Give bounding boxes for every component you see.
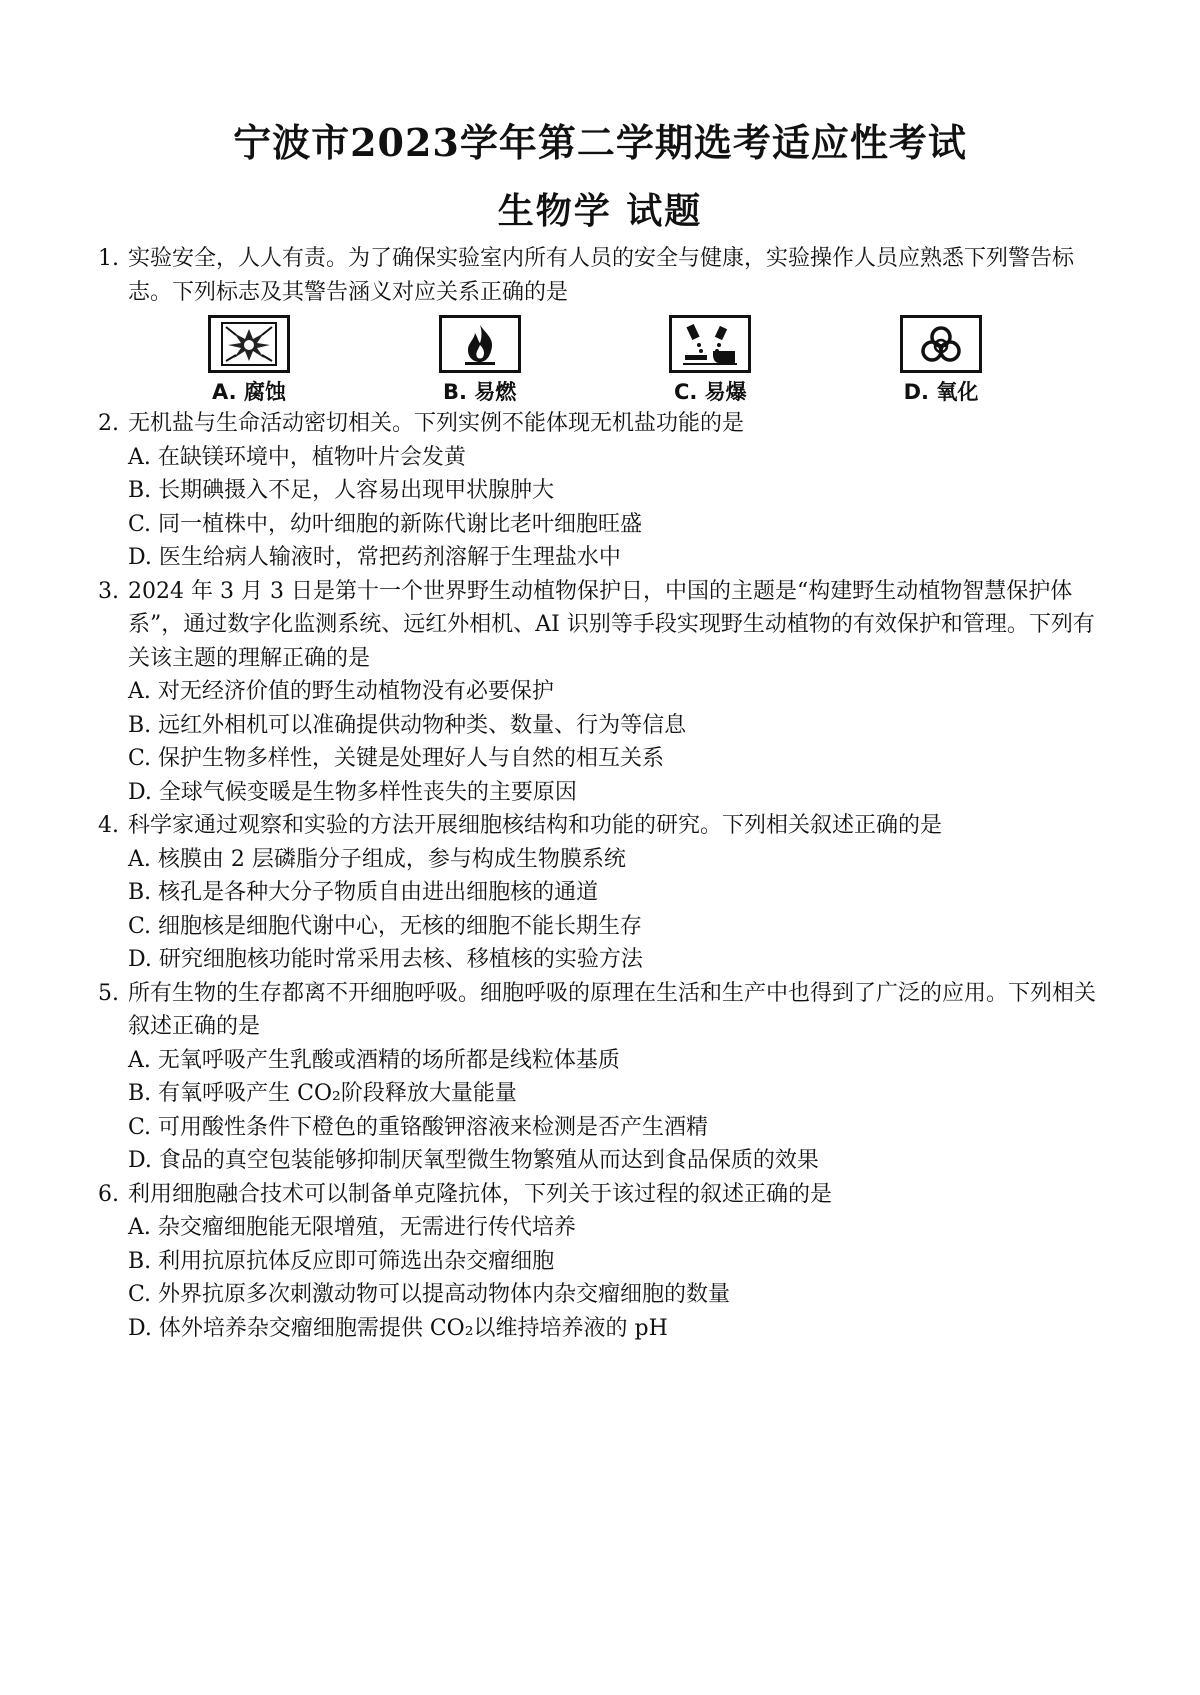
option-a: A. 在缺镁环境中，植物叶片会发黄 — [128, 444, 466, 470]
sign-option-a — [194, 315, 304, 405]
option-d: D. 食品的真空包装能够抑制厌氧型微生物繁殖从而达到食品保质的效果 — [128, 1148, 819, 1173]
question-2 — [98, 407, 1108, 575]
question-number: 1. — [98, 246, 119, 271]
question-list — [98, 242, 1108, 1345]
exam-title: 宁波市2023学年第二学期选考适应性考试 — [233, 120, 967, 165]
question-number: 5. — [98, 980, 119, 1006]
option-c: C. 外界抗原多次刺激动物可以提高动物体内杂交瘤细胞的数量 — [128, 1282, 731, 1307]
sign-option-d — [886, 315, 996, 405]
question-5 — [98, 977, 1108, 1178]
option-b: B. 长期碘摄入不足，人容易出现甲状腺肿大 — [128, 478, 555, 503]
question-number: 4. — [98, 813, 119, 838]
question-stem: 所有生物的生存都离不开细胞呼吸。细胞呼吸的原理在生活和生产中也得到了广泛的应用。下列相关叙述正确的是 — [128, 980, 1097, 1039]
option-d: D. 研究细胞核功能时常采用去核、移植核的实验方法 — [128, 947, 643, 972]
option-b: B. 核孔是各种大分子物质自由进出细胞核的通道 — [128, 880, 599, 905]
question-1 — [98, 242, 1108, 405]
biohazard-sign-icon — [900, 315, 982, 373]
option-c: C. 细胞核是细胞代谢中心，无核的细胞不能长期生存 — [128, 913, 643, 939]
option-a: A. 核膜由 2 层磷脂分子组成，参与构成生物膜系统 — [128, 846, 626, 872]
warning-signs — [194, 315, 996, 405]
explosion-sign-icon — [208, 315, 290, 373]
question-number: 6. — [98, 1181, 119, 1207]
question-6 — [98, 1178, 1108, 1346]
sign-option-c — [655, 315, 765, 405]
flame-sign-icon — [439, 315, 521, 373]
question-stem: 2024 年 3 月 3 日是第十一个世界野生动植物保护日，中国的主题是“构建野生动植物智慧保护体系”，通过数字化监测系统、远红外相机、AI 识别等手段实现野生动植物的有效保护和管理。下列有关该主题的理解正确的是 — [128, 578, 1095, 671]
option-b: B. 利用抗原抗体反应即可筛选出杂交瘤细胞 — [128, 1248, 555, 1274]
question-stem: 实验安全，人人有责。为了确保实验室内所有人员的安全与健康，实验操作人员应熟悉下列警告标志。下列标志及其警告涵义对应关系正确的是 — [128, 246, 1075, 305]
sign-label: D. 氧化 — [903, 380, 979, 404]
exam-subtitle: 生物学 试题 — [497, 190, 703, 232]
sign-label: A. 腐蚀 — [212, 380, 286, 404]
question-stem: 利用细胞融合技术可以制备单克隆抗体，下列关于该过程的叙述正确的是 — [128, 1181, 833, 1207]
option-b: B. 远红外相机可以准确提供动物种类、数量、行为等信息 — [128, 712, 687, 738]
option-a: A. 杂交瘤细胞能无限增殖，无需进行传代培养 — [128, 1215, 576, 1240]
option-c: C. 保护生物多样性，关键是处理好人与自然的相互关系 — [128, 746, 665, 771]
option-c: C. 可用酸性条件下橙色的重铬酸钾溶液来检测是否产生酒精 — [128, 1114, 709, 1140]
question-stem: 科学家通过观察和实验的方法开展细胞核结构和功能的研究。下列相关叙述正确的是 — [128, 813, 943, 838]
question-stem: 无机盐与生命活动密切相关。下列实例不能体现无机盐功能的是 — [128, 411, 745, 436]
option-a: A. 无氧呼吸产生乳酸或酒精的场所都是线粒体基质 — [128, 1047, 620, 1073]
option-c: C. 同一植株中，幼叶细胞的新陈代谢比老叶细胞旺盛 — [128, 511, 643, 537]
sign-label: B. 易燃 — [443, 380, 517, 404]
question-3 — [98, 575, 1108, 810]
sign-option-b — [425, 315, 535, 405]
option-b: B. 有氧呼吸产生 CO₂阶段释放大量能量 — [128, 1081, 517, 1106]
option-a: A. 对无经济价值的野生动植物没有必要保护 — [128, 679, 554, 704]
question-number: 3. — [98, 578, 119, 604]
option-d: D. 医生给病人输液时，常把药剂溶解于生理盐水中 — [128, 545, 621, 570]
question-4 — [98, 809, 1108, 977]
option-d: D. 体外培养杂交瘤细胞需提供 CO₂以维持培养液的 pH — [128, 1315, 668, 1341]
question-number: 2. — [98, 411, 119, 436]
option-d: D. 全球气候变暖是生物多样性丧失的主要原因 — [128, 779, 577, 805]
sign-label: C. 易爆 — [673, 380, 747, 404]
corrosion-sign-icon — [669, 315, 751, 373]
